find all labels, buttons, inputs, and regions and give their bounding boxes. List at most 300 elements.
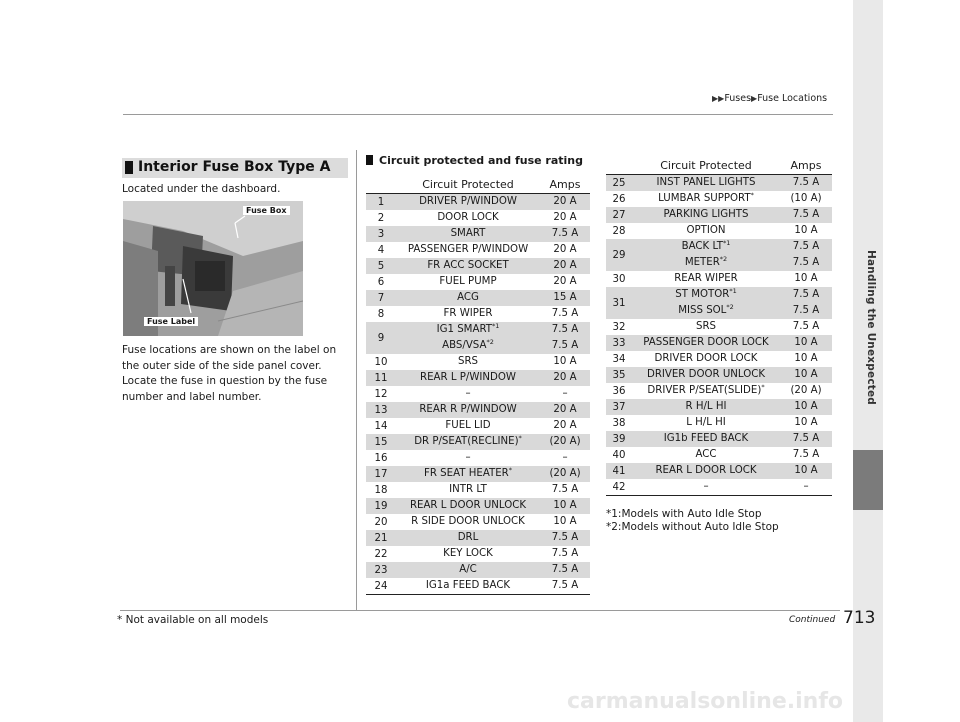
circuit-cell bbox=[396, 370, 540, 386]
circuit-cell bbox=[396, 530, 540, 546]
table-row bbox=[366, 322, 590, 354]
fuse-number: 6 bbox=[377, 276, 385, 288]
circuit-name: REAR WIPER bbox=[674, 273, 738, 284]
amps-value: – bbox=[562, 452, 568, 463]
amps-value: – bbox=[562, 388, 568, 399]
table-row bbox=[366, 530, 590, 546]
fuse-number: 29 bbox=[606, 239, 632, 271]
fuse-number: 10 bbox=[374, 356, 388, 368]
circuit-name: R SIDE DOOR UNLOCK bbox=[411, 516, 525, 527]
table-row bbox=[606, 287, 832, 319]
circuit-name: IG1a FEED BACK bbox=[425, 580, 511, 591]
circuit-cell bbox=[632, 447, 780, 463]
table-row bbox=[606, 479, 832, 496]
table-row bbox=[366, 242, 590, 258]
fuse-number: 8 bbox=[377, 308, 385, 320]
amps-value: 20 A bbox=[553, 260, 577, 271]
amps-value: 7.5 A bbox=[792, 257, 820, 268]
amps-value: 20 A bbox=[553, 244, 577, 255]
column-header-circuit: Circuit Protected bbox=[396, 175, 540, 194]
footnote-marker: *2 bbox=[486, 338, 494, 346]
amps-cell bbox=[540, 354, 590, 370]
footnote-marker: * bbox=[518, 434, 522, 442]
column-header-circuit: Circuit Protected bbox=[632, 156, 780, 175]
fuse-number: 22 bbox=[374, 548, 388, 560]
footnote-marker: *1 bbox=[492, 322, 500, 330]
fuse-number: 13 bbox=[366, 402, 396, 418]
amps-value: 10 A bbox=[553, 500, 577, 511]
circuit-cell bbox=[632, 287, 780, 319]
fuse-number: 25 bbox=[606, 175, 632, 192]
amps-cell bbox=[540, 530, 590, 546]
table-row bbox=[606, 335, 832, 351]
fuse-number: 32 bbox=[612, 321, 626, 333]
fuse-number: 21 bbox=[366, 530, 396, 546]
fuse-number: 15 bbox=[366, 434, 396, 450]
breadcrumb bbox=[712, 93, 827, 104]
circuit-cell bbox=[396, 354, 540, 370]
amps-value: 7.5 A bbox=[792, 177, 820, 188]
circuit-cell bbox=[396, 434, 540, 450]
amps-cell bbox=[540, 546, 590, 562]
circuit-cell bbox=[396, 306, 540, 322]
footnote-1: *1:Models with Auto Idle Stop bbox=[606, 508, 762, 520]
circuit-name: DRIVER P/SEAT(SLIDE) bbox=[647, 385, 762, 396]
circuit-name: PASSENGER P/WINDOW bbox=[407, 244, 529, 255]
circuit-cell bbox=[632, 463, 780, 479]
table-row bbox=[366, 306, 590, 322]
amps-cell bbox=[540, 418, 590, 434]
amps-cell bbox=[540, 306, 590, 322]
amps-cell bbox=[780, 191, 832, 207]
amps-value: 7.5 A bbox=[792, 305, 820, 316]
circuit-name: REAR L DOOR LOCK bbox=[655, 465, 757, 476]
location-text: Located under the dashboard. bbox=[122, 183, 281, 195]
circuit-cell bbox=[396, 274, 540, 290]
table-row bbox=[366, 498, 590, 514]
amps-cell bbox=[540, 274, 590, 290]
amps-cell bbox=[780, 463, 832, 479]
table-row bbox=[606, 399, 832, 415]
circuit-cell bbox=[396, 482, 540, 498]
amps-cell bbox=[780, 399, 832, 415]
circuit-cell bbox=[396, 466, 540, 482]
column-header-number bbox=[606, 156, 632, 175]
fuse-number: 35 bbox=[606, 367, 632, 383]
amps-cell bbox=[540, 226, 590, 242]
amps-value: 10 A bbox=[794, 225, 818, 236]
fuse-label-label: Fuse Label bbox=[144, 317, 198, 326]
amps-cell bbox=[540, 242, 590, 258]
circuit-name: SMART bbox=[450, 228, 486, 239]
table-row bbox=[606, 207, 832, 223]
amps-value: 7.5 A bbox=[792, 209, 820, 220]
circuit-cell bbox=[396, 546, 540, 562]
circuit-cell bbox=[632, 175, 780, 192]
circuit-cell bbox=[396, 290, 540, 306]
watermark: carmanualsonline.info bbox=[567, 689, 843, 714]
circuit-cell bbox=[396, 514, 540, 530]
amps-value: 7.5 A bbox=[792, 289, 820, 300]
circuit-cell bbox=[632, 479, 780, 496]
circuit-cell bbox=[632, 191, 780, 207]
circuit-cell bbox=[632, 319, 780, 335]
table-row bbox=[606, 463, 832, 479]
circuit-name: ACG bbox=[457, 292, 479, 303]
table-row bbox=[606, 239, 832, 271]
side-tab-label[interactable]: Handling the Unexpected bbox=[865, 250, 877, 405]
fuse-number: 24 bbox=[366, 578, 396, 595]
table-row bbox=[606, 191, 832, 207]
circuit-cell bbox=[396, 258, 540, 274]
amps-value: 7.5 A bbox=[792, 433, 820, 444]
amps-cell bbox=[540, 498, 590, 514]
description-text: Fuse locations are shown on the label on the outer side of the side panel cover. Locate the fuse in question by the fuse number and label number. bbox=[122, 344, 337, 403]
circuit-name: – bbox=[465, 388, 471, 399]
amps-cell bbox=[540, 482, 590, 498]
header-divider bbox=[123, 114, 833, 115]
circuit-name: DOOR LOCK bbox=[437, 212, 499, 223]
circuit-name: INTR LT bbox=[449, 484, 487, 495]
circuit-name: INST PANEL LIGHTS bbox=[656, 177, 756, 188]
amps-value: 20 A bbox=[553, 276, 577, 287]
footnote-marker: *2 bbox=[719, 255, 728, 263]
dashboard-illustration bbox=[123, 201, 303, 336]
circuit-name: LUMBAR SUPPORT bbox=[658, 193, 751, 204]
amps-value: 7.5 A bbox=[551, 324, 579, 335]
section-title: Interior Fuse Box Type A bbox=[138, 159, 331, 175]
fuse-table-right bbox=[606, 156, 832, 496]
table-row bbox=[366, 450, 590, 466]
amps-cell bbox=[780, 431, 832, 447]
amps-value: 7.5 A bbox=[551, 308, 579, 319]
circuit-name: REAR L P/WINDOW bbox=[420, 372, 516, 383]
footnote-marker: *1 bbox=[722, 239, 731, 247]
fuse-number: 14 bbox=[374, 420, 388, 432]
breadcrumb-arrow-icon: ▶ bbox=[751, 94, 758, 103]
fuse-number: 42 bbox=[606, 479, 632, 496]
footnote-marker: * bbox=[750, 191, 754, 199]
amps-value: 10 A bbox=[553, 356, 577, 367]
circuit-name: METER bbox=[684, 257, 720, 268]
amps-cell bbox=[780, 175, 832, 192]
amps-cell bbox=[540, 210, 590, 226]
table-header-row bbox=[606, 156, 832, 175]
table-row bbox=[366, 386, 590, 402]
circuit-name: MISS SOL bbox=[678, 305, 727, 316]
amps-cell bbox=[540, 322, 590, 354]
circuit-name: R H/L HI bbox=[685, 401, 727, 412]
continued-label: Continued bbox=[789, 615, 836, 625]
circuit-cell bbox=[632, 239, 780, 271]
fuse-table-left bbox=[366, 175, 590, 595]
circuit-name: PARKING LIGHTS bbox=[663, 209, 749, 220]
amps-cell bbox=[540, 370, 590, 386]
amps-value: 10 A bbox=[794, 353, 818, 364]
footnote-marker: * bbox=[761, 383, 765, 391]
table-row bbox=[606, 223, 832, 239]
heading-square-icon bbox=[366, 155, 373, 165]
circuit-heading-text: Circuit protected and fuse rating bbox=[379, 154, 583, 167]
circuit-name: FR SEAT HEATER bbox=[424, 468, 509, 479]
circuit-name: KEY LOCK bbox=[443, 548, 493, 559]
amps-cell bbox=[780, 287, 832, 319]
fuse-number: 23 bbox=[366, 562, 396, 578]
table-row bbox=[366, 290, 590, 306]
amps-cell bbox=[540, 402, 590, 418]
circuit-cell bbox=[396, 194, 540, 211]
circuit-name: ST MOTOR bbox=[675, 289, 730, 300]
circuit-name: SRS bbox=[457, 356, 478, 367]
amps-cell bbox=[540, 578, 590, 595]
amps-cell bbox=[540, 562, 590, 578]
amps-value: 7.5 A bbox=[551, 548, 579, 559]
table-row bbox=[366, 466, 590, 482]
circuit-name: IG1b FEED BACK bbox=[663, 433, 749, 444]
table-row bbox=[366, 226, 590, 242]
amps-value: 10 A bbox=[794, 369, 818, 380]
table-row bbox=[366, 210, 590, 226]
breadcrumb-item[interactable]: Fuse Locations bbox=[757, 93, 828, 104]
amps-value: 7.5 A bbox=[792, 241, 820, 252]
table-row bbox=[606, 319, 832, 335]
section-square-icon bbox=[125, 161, 133, 174]
circuit-cell bbox=[396, 210, 540, 226]
table-row bbox=[606, 383, 832, 399]
circuit-name: OPTION bbox=[686, 225, 726, 236]
circuit-cell bbox=[632, 367, 780, 383]
table-row bbox=[366, 274, 590, 290]
circuit-cell bbox=[632, 207, 780, 223]
fuse-number: 19 bbox=[366, 498, 396, 514]
table-row bbox=[606, 367, 832, 383]
table-header-row bbox=[366, 175, 590, 194]
fuse-number: 27 bbox=[606, 207, 632, 223]
amps-cell bbox=[780, 335, 832, 351]
circuit-name: – bbox=[703, 481, 709, 492]
circuit-name: SRS bbox=[695, 321, 716, 332]
circuit-cell bbox=[396, 418, 540, 434]
fuse-number: 41 bbox=[606, 463, 632, 479]
amps-value: 20 A bbox=[553, 372, 577, 383]
fuse-number: 3 bbox=[366, 226, 396, 242]
footnote-2: *2:Models without Auto Idle Stop bbox=[606, 521, 779, 533]
table-row bbox=[606, 431, 832, 447]
table-row bbox=[606, 447, 832, 463]
table-row bbox=[606, 415, 832, 431]
amps-value: (20 A) bbox=[549, 436, 581, 447]
fuse-number: 17 bbox=[366, 466, 396, 482]
amps-cell bbox=[540, 434, 590, 450]
circuit-name: FUEL PUMP bbox=[439, 276, 497, 287]
fuse-number: 12 bbox=[374, 388, 388, 400]
circuit-name: DRIVER DOOR LOCK bbox=[654, 353, 758, 364]
fuse-number: 39 bbox=[606, 431, 632, 447]
circuit-name: REAR L DOOR UNLOCK bbox=[409, 500, 527, 511]
amps-cell bbox=[780, 383, 832, 399]
table-row bbox=[366, 562, 590, 578]
fuse-number: 1 bbox=[366, 194, 396, 211]
side-tab-marker bbox=[853, 450, 883, 510]
amps-value: 7.5 A bbox=[551, 340, 579, 351]
circuit-cell bbox=[396, 386, 540, 402]
page-number: 713 bbox=[843, 608, 876, 628]
amps-cell bbox=[540, 514, 590, 530]
circuit-name: A/C bbox=[459, 564, 477, 575]
fuse-number: 38 bbox=[612, 417, 626, 429]
amps-cell bbox=[780, 239, 832, 271]
table-row bbox=[366, 402, 590, 418]
amps-cell bbox=[780, 415, 832, 431]
fuse-number: 9 bbox=[366, 322, 396, 354]
fuse-number: 18 bbox=[374, 484, 388, 496]
amps-cell bbox=[780, 271, 832, 287]
fuse-number: 5 bbox=[366, 258, 396, 274]
table-row bbox=[366, 578, 590, 595]
amps-value: 10 A bbox=[553, 516, 577, 527]
amps-value: 10 A bbox=[794, 273, 818, 284]
amps-value: 7.5 A bbox=[551, 564, 579, 575]
fuse-number: 31 bbox=[606, 287, 632, 319]
footnote-marker: *1 bbox=[729, 287, 737, 295]
amps-cell bbox=[540, 290, 590, 306]
amps-cell bbox=[780, 319, 832, 335]
fuse-box-label: Fuse Box bbox=[243, 206, 290, 215]
circuit-name: L H/L HI bbox=[686, 417, 726, 428]
amps-cell bbox=[780, 479, 832, 496]
amps-value: 20 A bbox=[553, 212, 577, 223]
table-row bbox=[366, 354, 590, 370]
fuse-number: 34 bbox=[612, 353, 626, 365]
table-row bbox=[366, 258, 590, 274]
circuit-cell bbox=[632, 415, 780, 431]
table-row bbox=[366, 482, 590, 498]
column-header-amps: Amps bbox=[540, 175, 590, 194]
amps-value: (20 A) bbox=[549, 468, 581, 479]
amps-value: 7.5 A bbox=[551, 580, 579, 591]
amps-value: 20 A bbox=[553, 196, 577, 207]
circuit-cell bbox=[632, 399, 780, 415]
circuit-cell bbox=[396, 402, 540, 418]
table-row bbox=[606, 271, 832, 287]
table-row bbox=[366, 418, 590, 434]
breadcrumb-arrow-icon: ▶▶ bbox=[712, 94, 725, 103]
amps-cell bbox=[540, 386, 590, 402]
circuit-cell bbox=[632, 223, 780, 239]
amps-value: 10 A bbox=[794, 337, 818, 348]
amps-cell bbox=[540, 194, 590, 211]
footer-divider bbox=[120, 610, 840, 611]
circuit-heading bbox=[366, 154, 583, 167]
circuit-cell bbox=[632, 351, 780, 367]
table-row bbox=[606, 351, 832, 367]
amps-cell bbox=[540, 466, 590, 482]
circuit-name: DRIVER DOOR UNLOCK bbox=[646, 369, 766, 380]
amps-value: 10 A bbox=[794, 401, 818, 412]
circuit-cell bbox=[396, 322, 540, 354]
fuse-number: 4 bbox=[377, 244, 385, 256]
fuse-number: 16 bbox=[374, 452, 388, 464]
circuit-cell bbox=[632, 383, 780, 399]
circuit-cell bbox=[396, 226, 540, 242]
amps-value: 7.5 A bbox=[551, 532, 579, 543]
column-divider bbox=[356, 150, 357, 610]
circuit-cell bbox=[632, 431, 780, 447]
table-row bbox=[366, 370, 590, 386]
circuit-cell bbox=[396, 242, 540, 258]
amps-value: (10 A) bbox=[790, 193, 822, 204]
fuse-number: 36 bbox=[612, 385, 626, 397]
fuse-number: 30 bbox=[612, 273, 626, 285]
fuse-number: 40 bbox=[612, 449, 626, 461]
circuit-name: ACC bbox=[695, 449, 717, 460]
table-row bbox=[366, 434, 590, 450]
amps-value: – bbox=[803, 481, 809, 492]
fuse-number: 28 bbox=[612, 225, 626, 237]
amps-value: 20 A bbox=[553, 404, 577, 415]
circuit-name: FR ACC SOCKET bbox=[427, 260, 509, 271]
fuse-number: 7 bbox=[366, 290, 396, 306]
circuit-name: FR WIPER bbox=[443, 308, 493, 319]
amps-cell bbox=[540, 258, 590, 274]
availability-note: * Not available on all models bbox=[117, 614, 269, 626]
fuse-box-photo bbox=[123, 201, 303, 336]
circuit-name: DRL bbox=[457, 532, 479, 543]
amps-value: (20 A) bbox=[790, 385, 822, 396]
circuit-name: DR P/SEAT(RECLINE) bbox=[414, 436, 519, 447]
circuit-name: REAR R P/WINDOW bbox=[419, 404, 517, 415]
circuit-cell bbox=[632, 335, 780, 351]
fuse-number: 26 bbox=[612, 193, 626, 205]
circuit-name: – bbox=[465, 452, 471, 463]
footnote-marker: * bbox=[508, 466, 512, 474]
amps-value: 7.5 A bbox=[551, 228, 579, 239]
circuit-name: IG1 SMART bbox=[436, 324, 492, 335]
fuse-number: 37 bbox=[606, 399, 632, 415]
amps-value: 7.5 A bbox=[792, 321, 820, 332]
fuse-number: 11 bbox=[366, 370, 396, 386]
amps-value: 7.5 A bbox=[551, 484, 579, 495]
circuit-cell bbox=[632, 271, 780, 287]
amps-value: 10 A bbox=[794, 417, 818, 428]
amps-cell bbox=[780, 367, 832, 383]
amps-cell bbox=[780, 207, 832, 223]
amps-cell bbox=[540, 450, 590, 466]
amps-cell bbox=[780, 351, 832, 367]
circuit-cell bbox=[396, 578, 540, 595]
breadcrumb-item[interactable]: Fuses bbox=[724, 93, 752, 104]
circuit-cell bbox=[396, 562, 540, 578]
amps-value: 15 A bbox=[553, 292, 577, 303]
table-row bbox=[366, 546, 590, 562]
amps-cell bbox=[780, 447, 832, 463]
circuit-name: BACK LT bbox=[681, 241, 723, 252]
table-row bbox=[366, 194, 590, 211]
circuit-name: DRIVER P/WINDOW bbox=[419, 196, 517, 207]
column-header-number bbox=[366, 175, 396, 194]
fuse-number: 2 bbox=[377, 212, 385, 224]
footnotes bbox=[606, 508, 779, 534]
table-row bbox=[606, 175, 832, 192]
amps-value: 10 A bbox=[794, 465, 818, 476]
column-header-amps: Amps bbox=[780, 156, 832, 175]
amps-value: 20 A bbox=[553, 420, 577, 431]
circuit-name: PASSENGER DOOR LOCK bbox=[643, 337, 769, 348]
section-heading bbox=[122, 158, 348, 178]
amps-value: 7.5 A bbox=[792, 449, 820, 460]
footnote-marker: *2 bbox=[726, 303, 734, 311]
circuit-name: ABS/VSA bbox=[442, 340, 487, 351]
